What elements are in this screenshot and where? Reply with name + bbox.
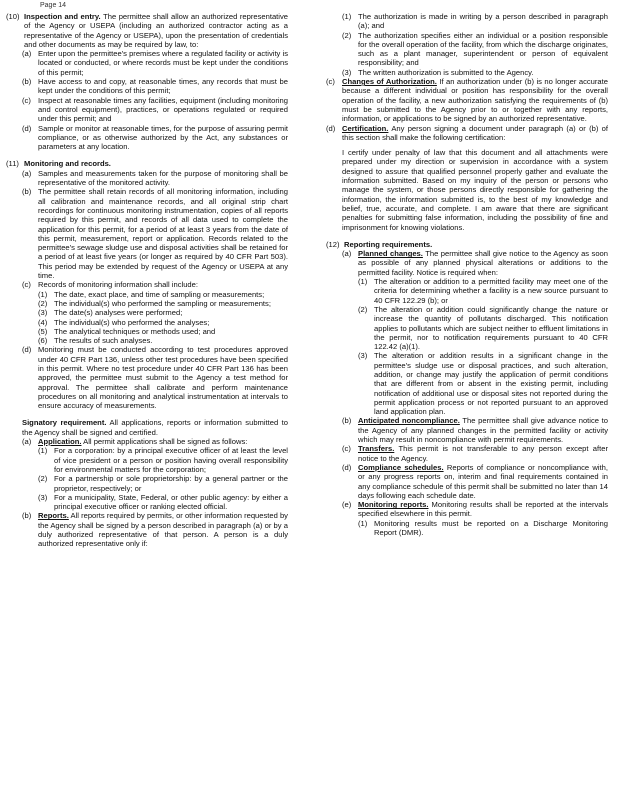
list-item: (4) The individual(s) who performed the analyses; (38, 317, 210, 327)
section-heading: Reporting requirements. (344, 239, 433, 249)
list-item: (2) For a partnership or sole proprietorship: by a general partner or the proprietor, respectively; or (38, 474, 288, 493)
list-item: (6) The results of such analyses. (38, 336, 153, 346)
list-item: (3) The alteration or addition results in a significant change in the permittee's sludge use or disposal practices, and such alteration, addition, or change may justify the application of permit conditions that are different from or absent in the existing permit, including notification of additional use or disposal sites not reported during the permit application process or not reported pursuant to an approved land application plan. (358, 351, 608, 417)
list-item: (a) Samples and measurements taken for the purpose of monitoring shall be representative of the monitored activity. (22, 168, 288, 188)
section-intro: All applications, reports or information submitted to the Agency shall be signed and certified. (22, 418, 288, 437)
section-heading: Inspection and entry. (24, 12, 101, 21)
right-column (326, 12, 608, 545)
certification-statement: I certify under penalty of law that this document and all attachments were prepared under my direction or supervision in accordance with a system designed to assure that qualified personnel properly gather and evaluate the information submitted. Based on my inquiry of the person or persons who manage the system, or those persons directly responsible for gathering the information, the information submitted is, to the best of my knowledge and belief, true, accurate, and complete. I am aware that there are significant penalties for submitting false information, including the possibility of fine and imprisonment for knowing violations. (342, 148, 608, 232)
list-item: (d) Sample or monitor at reasonable times, for the purpose of assuring permit compliance, or as otherwise authorized by the Act, any substances or parameters at any location. (22, 123, 288, 152)
list-item: (b) Have access to and copy, at reasonable times, any records that must be kept under the conditions of this permit; (22, 77, 288, 96)
list-item: (1) Monitoring results must be reported on a Discharge Monitoring Report (DMR). (358, 518, 608, 538)
section-reporting (326, 240, 608, 538)
list-item: (e) Monitoring reports. Monitoring results shall be reported at the intervals specified elsewhere in this permit. (342, 500, 608, 519)
list-item: (2) The authorization specifies either an individual or a position responsible for the overall operation of the facility, from which the discharge originates, such as a plant manager, superintendent or person of equivalent responsibility; and (342, 30, 608, 68)
list-item: (b) Anticipated noncompliance. The permittee shall give advance notice to the Agency of any planned changes in the permitted facility or activity which may result in noncompliance with permit requirements. (342, 416, 608, 445)
list-item: (c) Records of monitoring information shall include: (22, 280, 198, 290)
list-item: (a) Planned changes. The permittee shall give notice to the Agency as soon as possible of any planned physical alterations or additions to the permitted facility. Notice is required when: (342, 249, 608, 277)
list-item: (d) Monitoring must be conducted according to test procedures approved under 40 CFR Part 136, unless other test procedures have been specified in this permit. Where no test procedure under 40 CFR Part 136 has been approved, the permittee must submit to the Agency a test method for approval. The permittee shall calibrate and perform maintenance procedures on all monitoring and analytical instrumentation at intervals to ensure accuracy of measurements. (22, 345, 288, 411)
list-item: (3) For a municipality, State, Federal, or other public agency: by either a principal executive officer or ranking elected official. (38, 492, 288, 512)
section-signatory-continued (326, 12, 608, 232)
list-item: (1) The alteration or addition to a permitted facility may meet one of the criteria for determining whether a facility is a new source pursuant to 40 CFR 122.29 (b); or (358, 277, 608, 305)
section-number: (11) (6, 159, 19, 169)
section-heading: Signatory requirement. (22, 418, 107, 428)
section-inspection (6, 12, 288, 151)
list-item: (3) The written authorization is submitted to the Agency. (342, 67, 534, 77)
list-item: (d) Compliance schedules. Reports of compliance or noncompliance with, or any progress reports on, interim and final requirements contained in any compliance schedule of this permit shall be submitted no later than 14 days following each schedule date. (342, 462, 609, 500)
left-column (6, 12, 288, 557)
list-item: (c) Changes of Authorization. If an authorization under (b) is no longer accurate because a different individual or position has responsibility for the overall operation of the facility, a new authorization satisfying the requirements of (b) must be submitted to the Agency prior to or together with any reports, information, or applications to be signed by an authorized representative. (326, 77, 608, 124)
list-item: (c) Inspect at reasonable times any facilities, equipment (including monitoring and control equipment), practices, or operations regulated or required under this permit; and (22, 95, 288, 124)
list-item: (1) The date, exact place, and time of sampling or measurements; (38, 289, 265, 299)
section-signatory (6, 418, 288, 548)
list-item: (a) Enter upon the permittee's premises where a regulated facility or activity is located or conducted, or where records must be kept under the conditions of this permit; (22, 49, 288, 77)
list-item: (3) The date(s) analyses were performed; (38, 308, 183, 318)
list-item: (1) The authorization is made in writing by a person described in paragraph (a); and (342, 12, 608, 31)
section-heading: Monitoring and records. (24, 159, 111, 169)
list-item: (5) The analytical techniques or methods used; and (38, 326, 216, 336)
list-item: (a) Application. All permit applications shall be signed as follows: (22, 437, 248, 447)
list-item: (b) Reports. All reports required by permits, or other information requested by the Agency shall be signed by a person described in paragraph (a) or by a duly authorized representative of that person. A person is a duly authorized representative only if: (22, 511, 288, 549)
list-item: (2) The individual(s) who performed the sampling or measurements; (38, 298, 271, 308)
list-item: (2) The alteration or addition could significantly change the nature or increase the quantity of pollutants discharged. This notification applies to pollutants which are subject neither to effluent limitations in the permit, nor to notification requirements pursuant to 40 CFR 122.42 (a)(1). (358, 304, 608, 352)
section-number: (12) (326, 239, 340, 249)
list-item: (d) Certification. Any person signing a document under paragraph (a) or (b) of this section shall make the following certification: (326, 123, 608, 142)
list-item: (1) For a corporation: by a principal executive officer of at least the level of vice president or a person or position having overall responsibility for environmental matters for the corporation; (38, 446, 288, 474)
section-intro: The permittee shall allow an authorized representative of the Agency or USEPA (including an authorized contractor acting as a representative of the Agency or USEPA), upon the presentation of credentials and other documents as may be required by law, to: (24, 12, 288, 49)
page-number: Page 14 (40, 2, 67, 9)
section-monitoring (6, 159, 288, 410)
list-item: (c) Transfers. This permit is not transferable to any person except after notice to the Agency. (342, 444, 608, 463)
list-item: (b) The permittee shall retain records of all monitoring information, including all calibration and maintenance records, and all original strip chart recordings for continuous monitoring instrumentation, copies of all reports required by this permit, and records of all data used to complete the application for this permit, for a period of at least 3 years from the date of this permit, measurement, report or application. Records related to the permittee's sewage sludge use and disposal activities shall be retained for a period of at least five years (or longer as required by 40 CFR Part 503). This period may be extended by request of the Agency or USEPA at any time. (22, 187, 288, 281)
section-number: (10) (6, 12, 20, 21)
